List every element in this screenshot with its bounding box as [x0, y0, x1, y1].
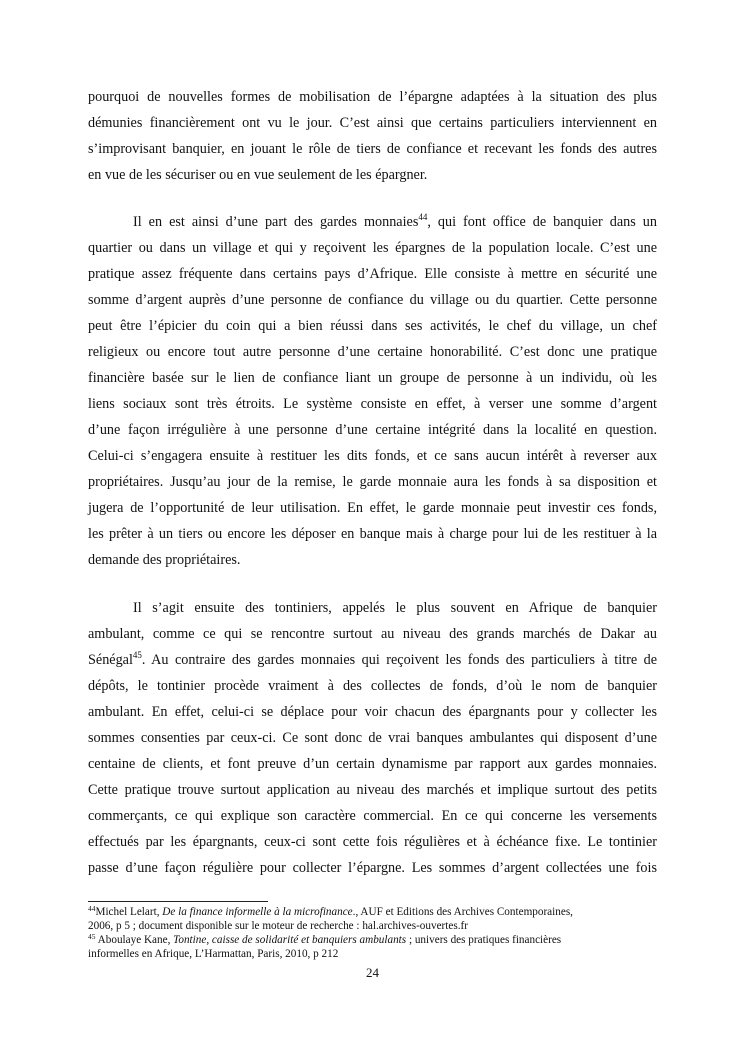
body-text-line: effectués par les épargnants, ceux-ci sont cette fois régulières et à échéance fixe. Le tontinier: [88, 834, 657, 850]
text-span: Sénégal: [88, 652, 133, 668]
footnote-text: ; univers des pratiques financières: [406, 934, 562, 946]
footnote-45-line2: informelles en Afrique, L’Harmattan, Paris, 2010, p 212: [88, 948, 339, 960]
body-text-line: dépôts, le tontinier procède vraiment à des collectes de fonds, d’où le nom de banquier: [88, 678, 657, 694]
body-text-line: s’improvisant banquier, en jouant le rôle de tiers de confiance et recevant les fonds des autres: [88, 141, 657, 157]
text-span: Il en est ainsi d’une part des gardes monnaies: [133, 214, 419, 230]
body-text-line: en vue de les sécuriser ou en vue seulement de les épargner.: [88, 167, 428, 183]
body-text-line: Il s’agit ensuite des tontiniers, appelés le plus souvent en Afrique de banquier: [133, 600, 657, 616]
footnote-separator: [88, 901, 268, 902]
footnote-title: Tontine, caisse de solidarité et banquiers ambulants: [173, 934, 407, 946]
body-text-line: somme d’argent auprès d’une personne de confiance du village ou du quartier. Cette personne: [88, 292, 657, 308]
body-text-line: pratique assez fréquente dans certains pays d’Afrique. Elle consiste à mettre en sécurité une: [88, 266, 657, 282]
text-span: , qui font office de banquier dans un: [427, 214, 657, 230]
body-text-line: [88, 651, 657, 669]
body-text-line: pourquoi de nouvelles formes de mobilisation de l’épargne adaptées à la situation des plus: [88, 89, 657, 105]
footnote-number: 44: [88, 904, 96, 913]
body-text-line: les prêter à un tiers ou encore les déposer en banque mais à charge pour lui de les restituer à la: [88, 526, 657, 542]
text-span: . Au contraire des gardes monnaies qui reçoivent les fonds des particuliers à titre de: [141, 652, 657, 668]
footnote-number: 45: [88, 932, 96, 941]
body-text-line: commerçants, ce qui explique son caractère commercial. En ce qui concerne les versements: [88, 808, 657, 824]
body-text-line: sommes consenties par ceux-ci. Ce sont donc de vrai banques ambulantes qui disposent d’une: [88, 730, 657, 746]
body-text-line: passe d’une façon régulière pour collecter l’épargne. Les sommes d’argent collectées une fois: [88, 860, 657, 876]
footnote-ref-45[interactable]: 45: [132, 650, 142, 660]
footnote-text: ., AUF et Editions des Archives Contemporaines,: [352, 906, 573, 918]
body-text-line: ambulant. En effet, celui-ci se déplace pour voir chacun des épargnants pour y collecter les: [88, 704, 657, 720]
body-text-line: jugera de l’opportunité de leur utilisation. En effet, le garde monnaie peut investir ces fonds,: [88, 500, 657, 516]
body-text-line: quartier ou dans un village et qui y reçoivent les épargnes de la population locale. C’est une: [88, 240, 657, 256]
footnote-44: [88, 905, 657, 919]
body-text-line: centaine de clients, et font preuve d’un certain dynamisme par rapport aux gardes monnaies.: [88, 756, 657, 772]
footnote-title: De la finance informelle à la microfinance: [162, 906, 353, 918]
footnote-44-line2: 2006, p 5 ; document disponible sur le moteur de recherche : hal.archives-ouvertes.fr: [88, 920, 468, 932]
body-text-line: demande des propriétaires.: [88, 552, 241, 568]
body-text-line: ambulant, comme ce qui se rencontre surtout au niveau des grands marchés de Dakar au: [88, 626, 657, 642]
body-text-line: démunies financièrement ont vu le jour. C’est ainsi que certains particuliers interviennent en: [88, 115, 657, 131]
body-text-line: [133, 213, 657, 231]
page-number: 24: [366, 965, 379, 980]
body-text-line: propriétaires. Jusqu’au jour de la remise, le garde monnaie aura les fonds à sa disposition et: [88, 474, 657, 490]
body-text-line: liens sociaux sont très étroits. Le système consiste en effet, à verser une somme d’argent: [88, 396, 657, 412]
body-text-line: religieux ou encore tout autre personne d’une certaine honorabilité. C’est donc une pratique: [88, 344, 657, 360]
body-text-line: d’une façon irrégulière à une personne d’une certaine intégrité dans la localité en question.: [88, 422, 657, 438]
body-text-line: peut être l’épicier du coin qui a bien réussi dans ses activités, le chef du village, un chef: [88, 318, 657, 334]
body-text-line: Cette pratique trouve surtout application au niveau des marchés et implique surtout des petits: [88, 782, 657, 798]
body-text-line: Celui-ci s’engagera ensuite à restituer les dits fonds, et ce sans aucun intérêt à reverser aux: [88, 448, 657, 464]
footnote-author: Aboulaye Kane,: [95, 934, 174, 946]
footnote-author: Michel Lelart,: [95, 906, 163, 918]
body-text-line: financière basée sur le lien de confiance liant un groupe de personne à un individu, où les: [88, 370, 657, 386]
footnote-45: [88, 933, 657, 947]
footnote-ref-44[interactable]: 44: [418, 212, 428, 222]
